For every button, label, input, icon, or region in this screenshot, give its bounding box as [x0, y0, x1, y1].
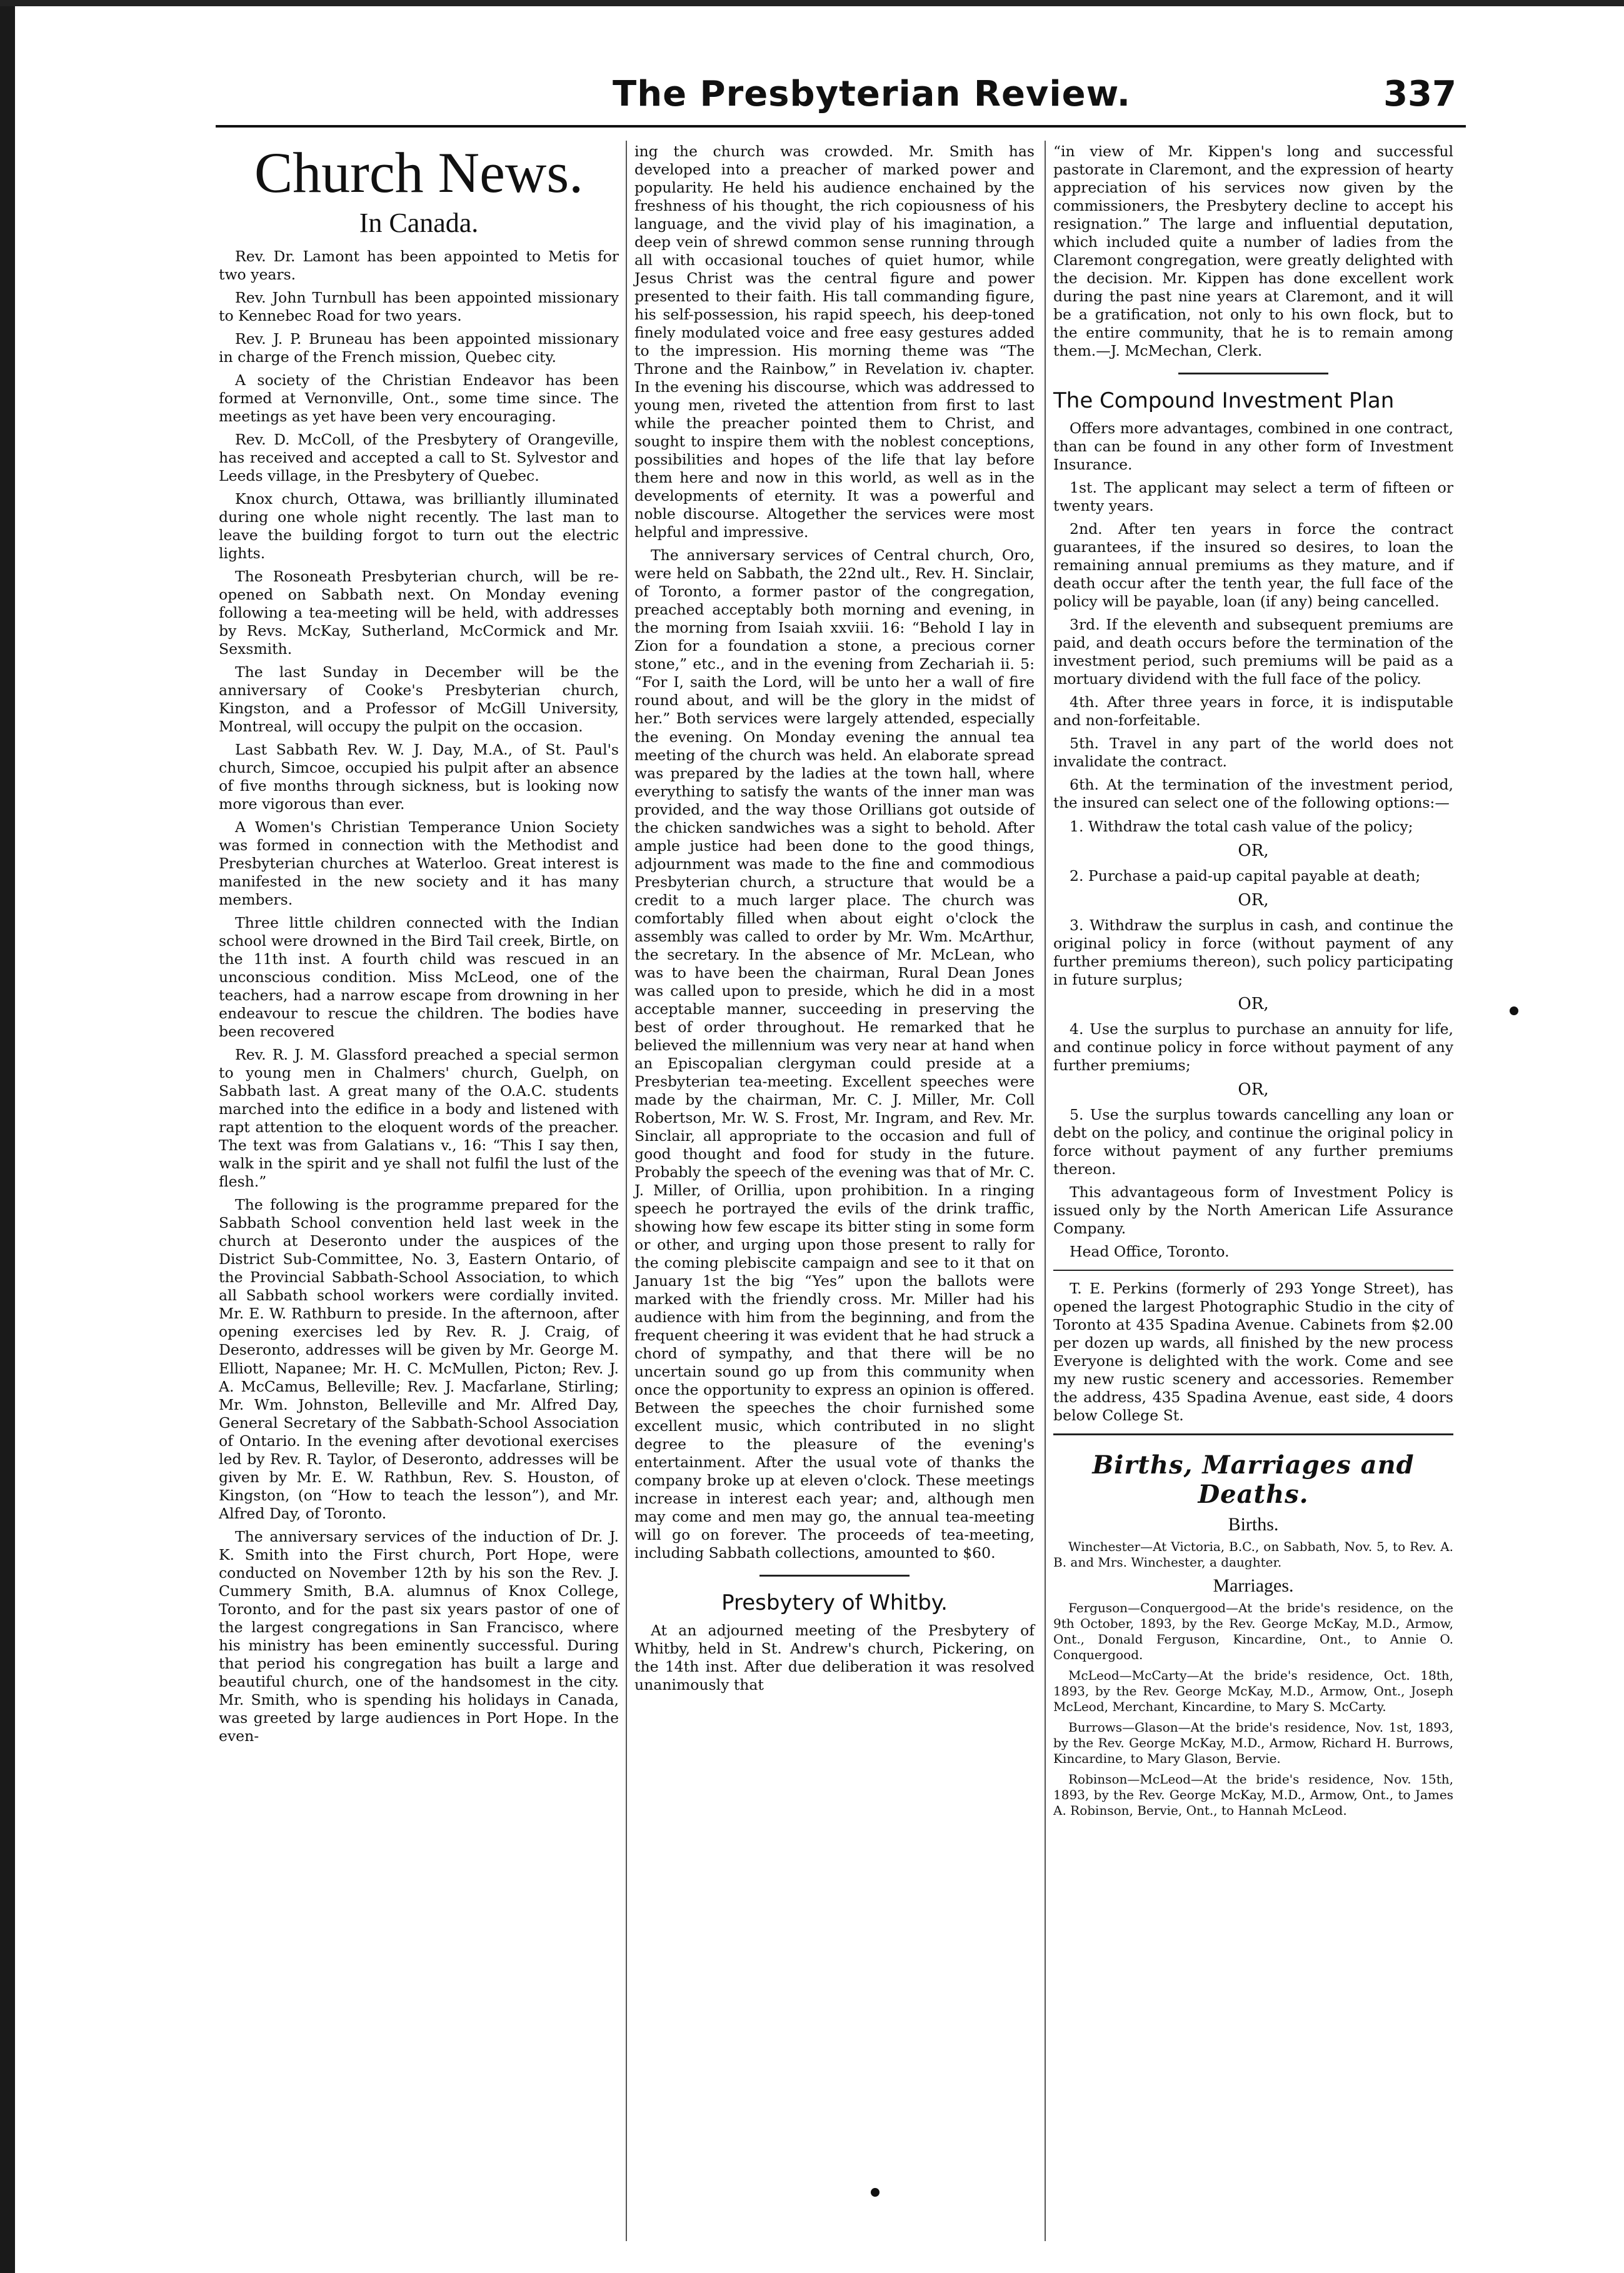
- column-rule: [1045, 141, 1046, 2241]
- marriage-notice: Burrows—Glason—At the bride's residence, Nov. 1st, 1893, by the Rev. George McKay, M.D., Armow, Richard H. Burrows, Kincardine, to Mary Glason, Bervie.: [1053, 1720, 1453, 1767]
- news-item: Three little children connected with the Indian school were drowned in the Bird Tail creek, Birtle, on the 11th inst. A fourth child was rescued in an unconscious condition. Miss McLeod, one of the teachers, had a narrow escape from drowning in her endeavour to rescue the children. The bodies have been recovered: [219, 914, 619, 1041]
- news-item: Rev. D. McColl, of the Presbytery of Orangeville, has received and accepted a call to St. Sylvestor and Leeds village, in the Presbytery of Quebec.: [219, 430, 619, 484]
- news-item: The Rosoneath Presbyterian church, will be re-opened on Sabbath next. On Monday evening following a tea-meeting will be held, with addresses by Revs. McKay, Sutherland, McCormick and Mr. Sexsmith.: [219, 567, 619, 658]
- journal-title: The Presbyterian Review.: [613, 74, 1131, 114]
- news-item: Last Sabbath Rev. W. J. Day, M.A., of St. Paul's church, Simcoe, occupied his pulpit after an absence of five months through sickness, but is looking now more vigorous than ever.: [219, 740, 619, 813]
- ad-option: 5. Use the surplus towards cancelling any loan or debt on the policy, and continue the original policy in force without payment of any further premiums thereon.: [1053, 1106, 1453, 1178]
- article-rule: [1178, 373, 1328, 374]
- column-rule: [626, 141, 627, 2241]
- marriages-heading: Marriages.: [1213, 1575, 1294, 1597]
- ad-text: 4th. After three years in force, it is indisputable and non-forfeitable.: [1053, 693, 1453, 730]
- ad-text: 5th. Travel in any part of the world does not invalidate the contract.: [1053, 735, 1453, 771]
- page-number: 337: [1383, 74, 1456, 114]
- or-separator: OR,: [1238, 841, 1269, 860]
- scan-speck: [1510, 1006, 1518, 1015]
- perkins-advertisement: T. E. Perkins (formerly of 293 Yonge Street), has opened the largest Photographic Studio in the city of Toronto at 435 Spadina Avenue. Cabinets from $2.00 per dozen up wards, all finished by the new process Everyone is delighted with the work. Come and see my new rustic scenery and accessories. Remember the address, 435 Spadina Avenue, east side, 4 doors below College St.: [1053, 1280, 1453, 1425]
- column-2: [634, 143, 1035, 1699]
- news-item: Rev. Dr. Lamont has been appointed to Metis for two years.: [219, 247, 619, 283]
- news-item: Knox church, Ottawa, was brilliantly illuminated during one whole night recently. The last man to leave the building forgot to turn out the electric lights.: [219, 489, 619, 562]
- scan-top-edge: [0, 0, 1624, 6]
- ad-text: 6th. At the termination of the investment period, the insured can select one of the following options:—: [1053, 776, 1453, 812]
- marriage-notice: Ferguson—Conquergood—At the bride's residence, on the 9th October, 1893, by the Rev. George McKay, M.D., Armow, Ont., Donald Ferguson, Kincardine, Ont., to Annie O. Conquergood.: [1053, 1600, 1453, 1663]
- ad-rule: [1053, 1270, 1453, 1271]
- ad-text: 1st. The applicant may select a term of fifteen or twenty years.: [1053, 479, 1453, 515]
- or-separator: OR,: [1238, 1080, 1269, 1099]
- news-item: At an adjourned meeting of the Presbytery of Whitby, held in St. Andrew's church, Pickering, on the 14th inst. After due deliberation it was resolved unanimously that: [634, 1622, 1035, 1694]
- head-office: Head Office, Toronto.: [1070, 1243, 1230, 1261]
- news-item: A society of the Christian Endeavor has been formed at Vernonville, Ont., some time since. The meetings as yet have been very encouraging.: [219, 371, 619, 425]
- news-item: “in view of Mr. Kippen's long and successful pastorate in Claremont, and the expression of hearty appreciation of his services now given by the commissioners, the Presbytery decline to accept his resignation.” The large and influential deputation, which included quite a number of ladies from the Claremont congregation, were greatly delighted with the decision. Mr. Kippen has done excellent work during the past nine years at Claremont, and it will be a gratification, not only to his own flock, but to the entire community, that he is to remain among them.—J. McMechan, Clerk.: [1053, 143, 1453, 360]
- ad-text: 1. Withdraw the total cash value of the policy;: [1070, 817, 1413, 835]
- ad-option: 3. Withdraw the surplus in cash, and continue the original policy in force (without payment of any further premiums thereon), such policy participating in future surplus;: [1053, 916, 1453, 988]
- news-item: The last Sunday in December will be the anniversary of Cooke's Presbyterian church, Kingston, and a Professor of McGill University, Montreal, will occupy the pulpit on the occasion.: [219, 663, 619, 735]
- header-rule: [216, 125, 1466, 128]
- ad-text: 3rd. If the eleventh and subsequent premiums are paid, and death occurs before the termination of the investment period, such premiums will be paid as a mortuary dividend with the full face of the policy.: [1053, 616, 1453, 688]
- ad-text: This advantageous form of Investment Policy is issued only by the North American Life Assurance Company.: [1053, 1183, 1453, 1238]
- ad-text: 2nd. After ten years in force the contract guarantees, if the insured so desires, to loan the remaining annual premiums as they mature, and if death occur after the tenth year, the full face of the policy will be payable, loan (if any) being cancelled.: [1053, 520, 1453, 611]
- advertisement-title: The Compound Investment Plan: [1053, 388, 1395, 414]
- section-title: Church News.: [254, 141, 584, 204]
- birth-notice: Winchester—At Victoria, B.C., on Sabbath, Nov. 5, to Rev. A. B. and Mrs. Winchester, a daughter.: [1053, 1539, 1453, 1570]
- ad-text: Offers more advantages, combined in one contract, than can be found in any other form of Investment Insurance.: [1053, 419, 1453, 474]
- marriage-notice: Robinson—McLeod—At the bride's residence, Nov. 15th, 1893, by the Rev. George McKay, M.D., Armow, Ont., to James A. Robinson, Bervie, Ont., to Hannah McLeod.: [1053, 1772, 1453, 1819]
- news-item: Rev. R. J. M. Glassford preached a special sermon to young men in Chalmers' church, Guelph, on Sabbath last. A great many of the O.A.C. students marched into the edifice in a body and listened with rapt attention to the eloquent words of the preacher. The text was from Galatians v., 16: “This I say then, walk in the spirit and ye shall not fulfil the lust of the flesh.”: [219, 1046, 619, 1191]
- article-title: Presbytery of Whitby.: [721, 1590, 948, 1616]
- news-item: The anniversary services of the induction of Dr. J. K. Smith into the First church, Port Hope, were conducted on November 12th by his son the Rev. J. Cummery Smith, B.A. alumnus of Knox College, Toronto, and for the past six years pastor of one of the largest congregations in San Francisco, where his ministry has been eminently successful. During that period his congregation has built a large and beautiful church, one of the handsomest in the city. Mr. Smith, who is spending his holidays in Canada, was greeted by large audiences in Port Hope. In the even-: [219, 1527, 619, 1745]
- news-item: Rev. J. P. Bruneau has been appointed missionary in charge of the French mission, Quebec city.: [219, 329, 619, 366]
- column-3: [1053, 143, 1453, 1824]
- ad-option: 4. Use the surplus to purchase an annuity for life, and continue policy in force without payment of any further premiums;: [1053, 1020, 1453, 1074]
- article-rule: [759, 1575, 910, 1577]
- running-head: [206, 74, 1456, 124]
- column-1: [219, 143, 619, 1750]
- or-separator: OR,: [1238, 994, 1269, 1013]
- or-separator: OR,: [1238, 890, 1269, 910]
- news-item: Rev. John Turnbull has been appointed missionary to Kennebec Road for two years.: [219, 288, 619, 324]
- ad-rule: [1053, 1433, 1453, 1435]
- news-item: The following is the programme prepared for the Sabbath School convention held last week in the church at Deseronto under the auspices of the District Sub-Committee, No. 3, Eastern Ontario, of the Provincial Sabbath-School Association, to which all Sabbath school workers were cordially invited. Mr. E. W. Rathburn to preside. In the afternoon, after opening exercises led by Rev. R. J. Craig, of Deseronto, addresses will be given by Mr. George M. Elliott, Napanee; Mr. H. C. McMullen, Picton; Rev. J. A. McCamus, Belleville; Rev. J. Macfarlane, Stirling; Mr. Wm. Johnston, Belleville and Mr. Alfred Day, General Secretary of the Sabbath-School Association of Ontario. In the evening after devotional exercises led by Rev. R. Taylor, of Deseronto, addresses will be given by Mr. E. W. Rathbun, Rev. S. Houston, of Kingston, (on “How to teach the lesson”), and Mr. Alfred Day, of Toronto.: [219, 1196, 619, 1522]
- scan-speck: [871, 2188, 880, 2197]
- births-heading: Births.: [1228, 1514, 1279, 1535]
- subsection-title: In Canada.: [359, 207, 479, 238]
- births-marriages-deaths-title: Births, Marriages and Deaths.: [1092, 1450, 1415, 1510]
- scan-edge: [0, 0, 15, 2273]
- news-item: ing the church was crowded. Mr. Smith has developed into a preacher of marked power and popularity. He held his audience enchained by the freshness of his thought, the rich copiousness of his language, and the vivid play of his imagination, a deep vein of shrewd common sense running through all with occasional touches of quiet humor, while Jesus Christ was the central figure and power presented to their faith. His tall commanding figure, his self-possession, his rapid speech, his deep-toned finely modulated voice and free easy gestures added to the impression. His morning theme was “The Throne and the Rainbow,” in Revelation iv. chapter. In the evening his discourse, which was addressed to young men, riveted the attention from first to last while the preacher pointed them to Christ, and sought to inspire them with the noblest conceptions, possibilities and hopes of the life that lay before them here and now in this world, as well as in the developments of eternity. It was a powerful and noble discourse. Altogether the services were most helpful and impressive.: [634, 143, 1035, 541]
- news-item: The anniversary services of Central church, Oro, were held on Sabbath, the 22nd ult., Rev. H. Sinclair, of Toronto, a former pastor of the congregation, preached acceptably both morning and evening, in the morning from Isaiah xxviii. 16: “Behold I lay in Zion for a foundation a stone, a precious corner stone,” etc., and in the evening from Zechariah ii. 5: “For I, saith the Lord, will be unto her a wall of fire round about, and will be the glory in the midst of her.” Both services were largely attended, especially the evening. On Monday evening the annual tea meeting of the church was held. An elaborate spread was prepared by the ladies at the town hall, where everything to satisfy the wants of the inner man was provided, and the way those Orillians got outside of the chicken sandwiches was a sight to behold. After ample justice had been done to the good things, adjournment was made to the fine and commodious Presbyterian church, a structure that would be a credit to a much larger place. The church was comfortably filled when about eight o'clock the assembly was called to order by Mr. Wm. McArthur, the secretary. In the absence of Mr. McLean, who was to have been the chairman, Rural Dean Jones was called upon to preside, which he did in a most acceptable manner, succeeding in preserving the best of order throughout. He remarked that he believed the millennium was very near at hand when an Episcopalian clergyman could preside at a Presbyterian tea-meeting. Excellent speeches were made by the chairman, Mr. C. J. Miller, Mr. Coll Robertson, Mr. W. S. Frost, Mr. Ingram, and Rev. Mr. Sinclair, all appropriate to the occasion and full of good thought and food for study in the future. Probably the speech of the evening was that of Mr. C. J. Miller, of Orillia, upon prohibition. In a ringing speech he portrayed the evils of the drink traffic, showing how few escape its bitter sting in some form or other, and urging upon those present to rally for the coming plebiscite campaign and see to it that on January 1st the big “Yes” upon the ballots were marked with the friendly cross. Mr. Miller had his audience with him from the beginning, and from the frequent cheering it was evident that he had struck a chord of sympathy, and that there will be no uncertain sound go up from this community when once the opportunity to express an opinion is offered. Between the speeches the choir furnished some excellent music, which contributed in no slight degree to the pleasure of the evening's entertainment. After the usual vote of thanks the company broke up at eleven o'clock. These meetings increase in interest each year; and, although men may come and men may go, the annual tea-meeting will go on forever. The proceeds of tea-meeting, including Sabbath collections, amounted to $60.: [634, 546, 1035, 1562]
- ad-option: 2. Purchase a paid-up capital payable at death;: [1070, 866, 1421, 885]
- marriage-notice: McLeod—McCarty—At the bride's residence, Oct. 18th, 1893, by the Rev. George McKay, M.D., Armow, Ont., Joseph McLeod, Merchant, Kincardine, to Mary S. McCarty.: [1053, 1668, 1453, 1715]
- news-item: A Women's Christian Temperance Union Society was formed in connection with the Methodist and Presbyterian churches at Waterloo. Great interest is manifested in the new society and it has many members.: [219, 818, 619, 909]
